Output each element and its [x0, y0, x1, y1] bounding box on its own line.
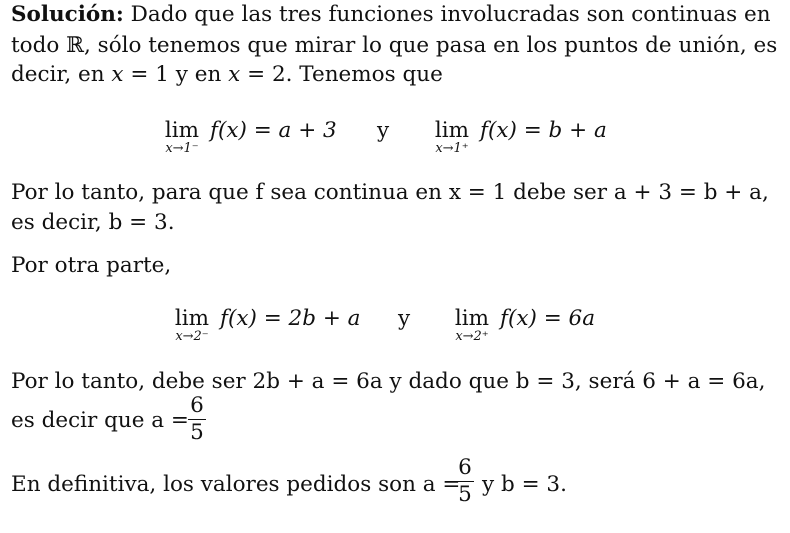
lim-operator: lim: [454, 306, 490, 331]
lim-operator: lim: [174, 306, 210, 331]
limit-right-expression: f(x) = b + a: [480, 118, 607, 143]
para2-line-1: Por lo tanto, para que f sea continua en x = 1 debe ser a + 3 = b + a,: [11, 180, 769, 205]
connector-y: y: [377, 118, 390, 143]
limit-left-x2: [166, 308, 218, 344]
fraction-six-fifths: [456, 456, 474, 507]
intro-line-3-var-x2: x: [228, 62, 241, 87]
fraction-numerator: 6: [458, 455, 472, 480]
solution-label: Solución:: [11, 2, 124, 27]
fraction-denominator: 5: [458, 482, 472, 507]
lim-subscript: x→2⁺: [455, 329, 489, 344]
lim-subscript: x→1⁺: [435, 141, 469, 156]
intro-line-3-a: decir, en: [11, 62, 112, 87]
para3-line-1: Por otra parte,: [11, 253, 172, 278]
limit-right-x1: [426, 120, 478, 156]
limit-left-expression: f(x) = 2b + a: [220, 306, 361, 331]
intro-line-3-var-x1: x: [111, 62, 124, 87]
lim-operator: lim: [434, 118, 470, 143]
limit-left-expression: f(x) = a + 3: [210, 118, 337, 143]
intro-line-1-text: Dado que las tres funciones involucradas son continuas en: [123, 2, 771, 27]
lim-subscript: x→1⁻: [165, 141, 199, 156]
connector-y: y: [398, 306, 411, 331]
para2-line-2: es decir, b = 3.: [11, 210, 175, 235]
para5-text-before: En definitiva, los valores pedidos son a =: [11, 472, 461, 497]
para4-line-1: Por lo tanto, debe ser 2b + a = 6a y dado que b = 3, será 6 + a = 6a,: [11, 369, 766, 394]
intro-line-3-e: = 2. Tenemos que: [240, 62, 443, 87]
intro-line-3-c: = 1 y en: [123, 62, 229, 87]
para4-line-2: es decir que a =: [11, 408, 189, 433]
limit-left-x1: [156, 120, 208, 156]
fraction-six-fifths: [188, 394, 206, 445]
lim-operator: lim: [164, 118, 200, 143]
limit-right-expression: f(x) = 6a: [500, 306, 596, 331]
intro-line-2: todo ℝ, sólo tenemos que mirar lo que pasa en los puntos de unión, es: [11, 33, 778, 58]
lim-subscript: x→2⁻: [175, 329, 209, 344]
para5-text-after: y b = 3.: [482, 472, 567, 497]
intro-line-1: [11, 2, 771, 28]
intro-line-3: [11, 62, 443, 88]
limit-right-x2: [446, 308, 498, 344]
fraction-numerator: 6: [190, 393, 204, 418]
fraction-denominator: 5: [190, 420, 204, 445]
